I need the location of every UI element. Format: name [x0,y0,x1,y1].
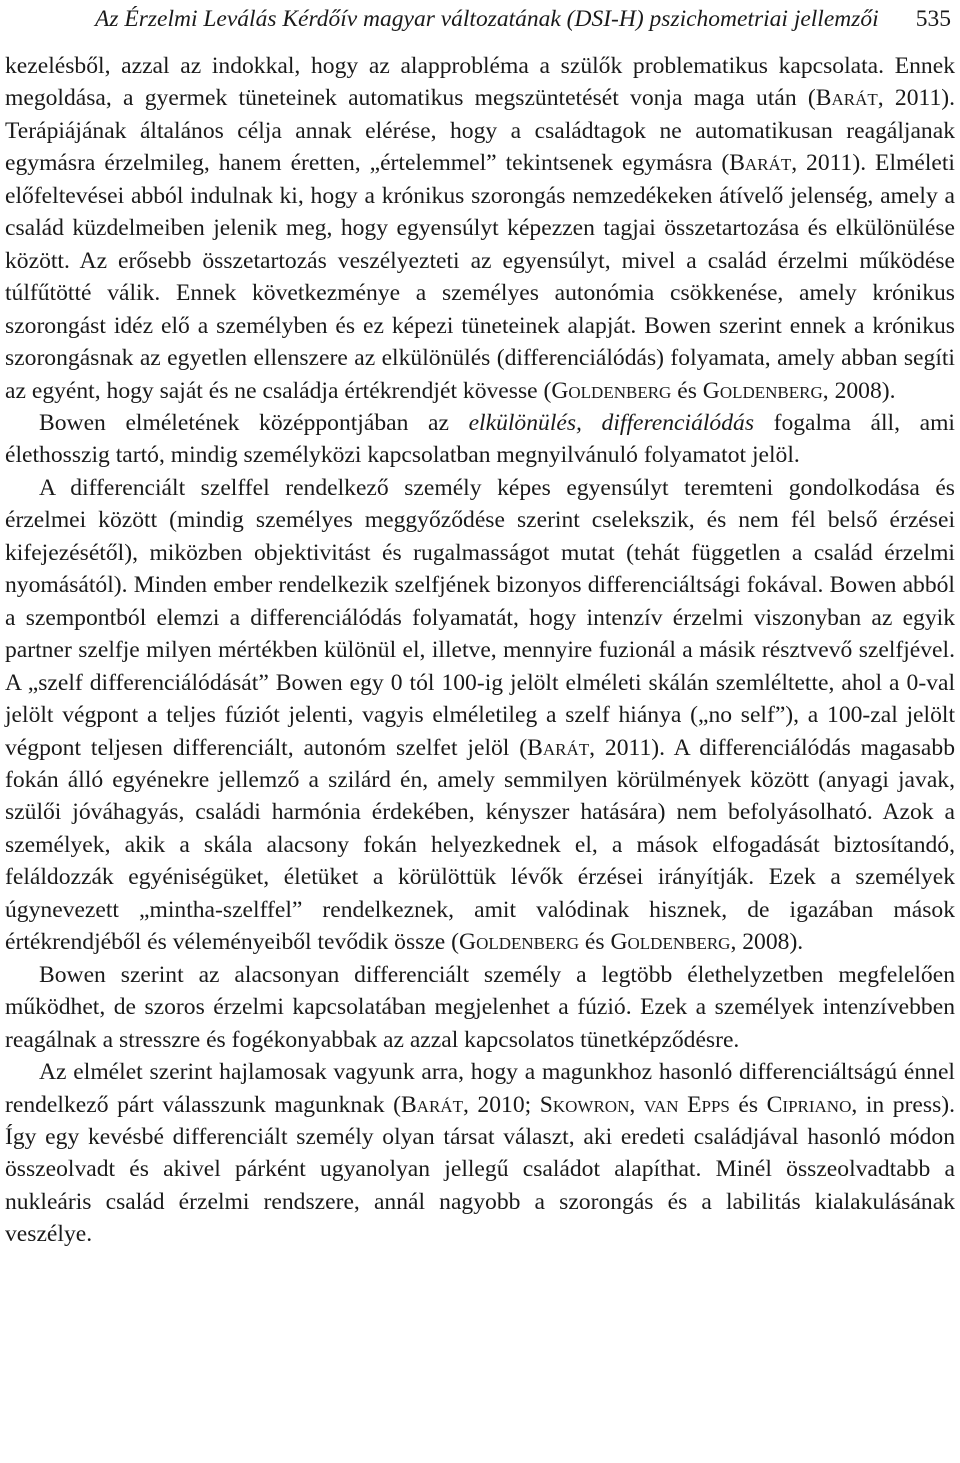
document-page [5,0,955,1251]
text-segment: kezelésből, azzal az indokkal, hogy az alapprobléma a szülők problematikus kapcsolata. Ennek megoldása, a gyermek tüneteinek automatikus megszüntetését vonja maga után ( [5,53,955,112]
text-segment: és [729,1091,767,1118]
text-segment: , [629,1091,644,1118]
paragraph-1 [5,50,955,407]
author-name: Barát [815,85,878,112]
author-name: Skowron [539,1091,630,1118]
page-number: 535 [915,6,951,32]
running-header-title: Az Érzelmi Leválás Kérdőív magyar változatának (DSI-H) pszichometriai jellemzői [95,6,879,32]
paragraph-4 [5,959,955,1056]
text-segment: , 2011). Elméleti előfeltevései abból indulnak ki, hogy a krónikus szorongás nemzedékeken átívelő jelenség, amely a család küzdelmeiben jelenik meg, hogy egyensúlyt képezzen tagjai összetartozása és elkülönülése között. Az erősebb összetartozás veszélyezteti az egyensúlyt, mivel a család érzelmi működése túlfűtötté válik. Ennek következménye a személyes autonómia csökkenése, amely krónikus szorongást idéz elő a személyben és ez képezi tüneteinek alapját. Bowen szerint ennek a krónikus szorongásnak az egyetlen ellenszere az elkülönülés (differenciálódás) folyamata, amely abban segíti az egyént, hogy saját és ne családja értékrendjét kövesse ( [5,150,955,404]
text-segment: , 2008). [730,929,804,956]
paragraph-5 [5,1056,955,1251]
author-name: Goldenberg [702,377,823,404]
body-text [5,50,955,1251]
paragraph-3 [5,472,955,959]
text-segment: Bowen szerint az alacsonyan differenciált személy a legtöbb élethelyzetben megfelelően működhet, de szoros érzelmi kapcsolatában megjelenhet a fúzió. Ezek a személyek intenzívebben reagálnak a stresszre és fogékonyabbak az azzal kapcsolatos tünetképződésre. [5,961,955,1053]
text-segment: , 2008). [822,377,896,404]
text-segment: , 2011). A differenciálódás magasabb fokán álló egyénekre jellemző a szilárd én, amely semmilyen körülmények között (anyagi javak, szülői jóváhagyás, családi harmónia érdekében, kényszer hatására) nem befolyásolható. Azok a személyek, akik a skála alacsony fokán helyezkednek el, a mások elfogadását biztosítandó, feláldozzák egyéniségüket, életüket a körülöttük lévők érzései irányítják. Ezek a személyek úgynevezett „mintha-szelffel” rendelkeznek, amit valódinak hisznek, de igazában mások értékrendjéből és véleményeiből tevődik össze ( [5,734,956,956]
text-segment: fogalma áll, ami élethosszig tartó, mindig személyközi kapcsolatban megnyilvánuló folyamatot jelöl. [5,409,955,469]
text-segment: , 2010; [462,1091,540,1118]
text-segment: Bowen elméletének középpontjában az [39,409,469,436]
author-name: Barát [527,734,590,761]
running-header [5,0,955,40]
author-name: Barát [729,150,792,177]
author-name: Cipriano [766,1091,852,1118]
text-segment: A differenciált szelffel rendelkező személy képes egyensúlyt teremteni gondolkodása és érzelmei között (mindig személyes meggyőződése szerint cselekszik, és nem fél belső érzései kifejezésétől), miközben objektivitást és rugalmasságot mutat (tehát független a család érzelmi nyomásától). Minden ember rendelkezik szelfjének bizonyos differenciáltsági fokával. Bowen abból a szempontból elemzi a differenciálódás folyamatát, hogy intenzív érzelmi viszonyban az egyik partner szelfje milyen mértékben különül el, illetve, mennyire fuzionál a másik résztvevő szelfjével. A „szelf differenciálódását” Bowen egy 0 tól 100-ig jelölt elméleti skálán szemléltette, ahol a 0-val jelölt végpont a teljes fúziót jelenti, vagyis elméletileg a szelf hiánya („no self”), a 100-zal jelölt végpont teljesen differenciált, autonóm szelfet jelöl ( [5,474,955,761]
author-name: Barát [400,1091,463,1118]
author-name: Goldenberg [551,377,672,404]
text-segment: és [579,929,611,956]
text-segment: , 2011). Terápiájának általános célja annak elérése, hogy a családtagok ne automatikusan reagáljanak egymásra érzelmileg, hanem éretten, „értelemmel” tekintsenek egymásra ( [5,85,955,177]
author-name: Goldenberg [459,929,580,956]
paragraph-2 [5,407,955,472]
text-segment: , in press). Így egy kevésbé differenciált személy olyan társat választ, aki eredeti családjával hasonló módon összeolvadt és akivel párként ugyanolyan jellegű családot alapíthat. Minél összeolvadtabb a nukleáris család érzelmi rendszere, annál nagyobb a szorongás és a labilitás kialakulásának veszélye. [5,1091,956,1248]
author-name: Goldenberg [610,929,731,956]
text-segment: Az elmélet szerint hajlamosak vagyunk arra, hogy a magunkhoz hasonló differenciáltságú énnel rendelkező párt válasszunk magunknak ( [5,1059,955,1118]
text-segment: és [671,377,703,404]
emphasized-term: elkülönülés, differenciálódás [468,409,754,436]
author-name: van Epps [643,1091,730,1118]
